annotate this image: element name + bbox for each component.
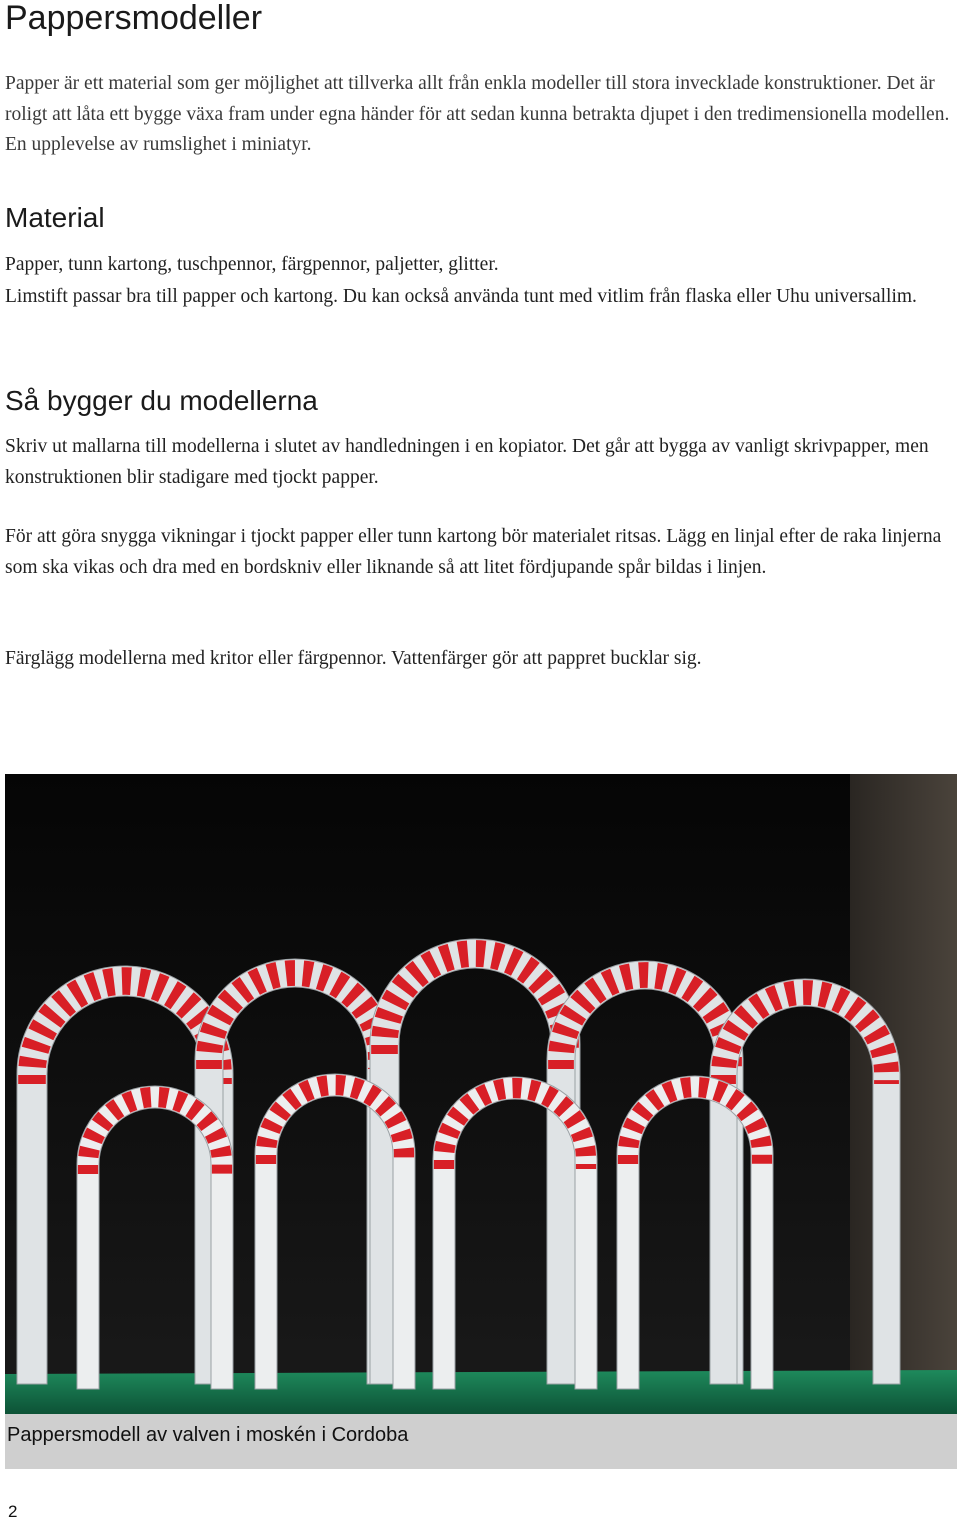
page-title: Pappersmodeller: [5, 0, 263, 37]
photo-caption: Pappersmodell av valven i moskén i Cordoba: [7, 1424, 409, 1446]
photo-background: [5, 774, 957, 1469]
build-heading: Så bygger du modellerna: [5, 385, 318, 416]
coloring-paragraph: Färglägg modellerna med kritor eller färgpennor. Vattenfärger gör att pappret bucklar sig.: [5, 648, 702, 669]
print-paragraph: Skriv ut mallarna till modellerna i slutet av handledningen i en kopiator. Det går att bygga av vanligt skrivpapper, men konstruktionen blir stadigare med tjockt papper.: [5, 436, 929, 488]
material-heading: Material: [5, 202, 105, 233]
green-base: [5, 1370, 957, 1414]
page-number: 2: [8, 1502, 18, 1521]
glue-paragraph: Limstift passar bra till papper och kartong. Du kan också använda tunt med vitlim från flaska eller Uhu universallim.: [5, 286, 917, 307]
mosque-arches-photo: [5, 774, 957, 1469]
side-wall: [850, 774, 957, 1469]
scoring-paragraph: För att göra snygga vikningar i tjockt papper eller tunn kartong bör materialet ritsas. Lägg en linjal efter de raka linjerna som ska vikas och dra med en bordskniv eller liknande så att litet fördjupande spår bildas i linjen.: [5, 526, 942, 578]
material-list: Papper, tunn kartong, tuschpennor, färgpennor, paljetter, glitter.: [5, 254, 499, 275]
intro-paragraph: Papper är ett material som ger möjlighet att tillverka allt från enkla modeller till stora invecklade konstruktioner. Det är roligt att låta ett bygge växa fram under egna händer för att sedan kunna betrakta djupet i den tredimensionella modellen. En upplevelse av rumslighet i miniatyr.: [5, 73, 950, 155]
paper-arches-illustration: [5, 774, 957, 1469]
